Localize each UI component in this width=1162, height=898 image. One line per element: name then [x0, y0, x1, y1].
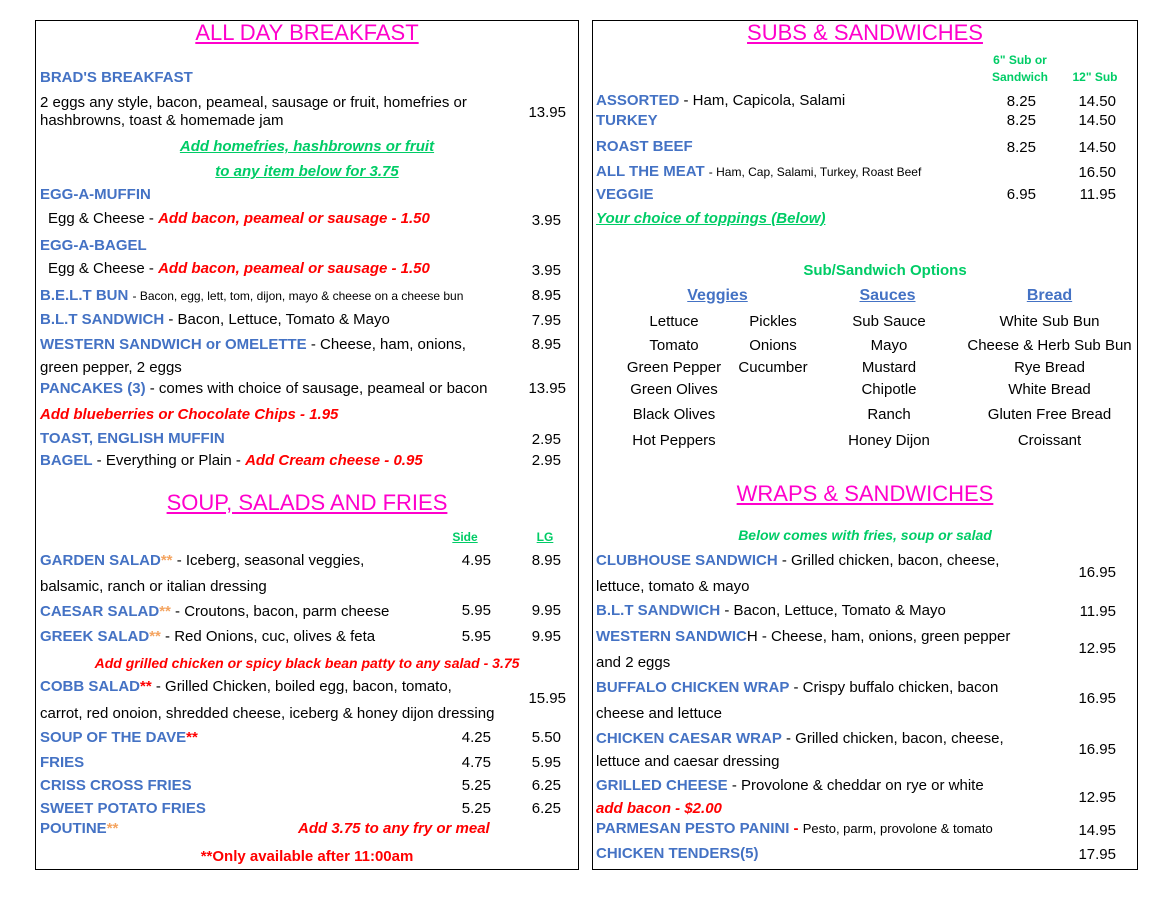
- greek-desc: - Red Onions, cuc, olives & feta: [165, 628, 376, 645]
- cobb-desc-2: carrot, red onoion, shredded cheese, iceberg & honey dijon dressing: [40, 705, 495, 722]
- sauce-option: Mustard: [861, 359, 917, 376]
- poutine-name: POUTINE: [40, 820, 107, 837]
- assorted-12-price: 14.50: [1078, 93, 1116, 110]
- sauce-option: Mayo: [870, 337, 908, 354]
- toast-price: 2.95: [531, 431, 561, 448]
- greek-line: [40, 628, 375, 646]
- chicken-caesar-line: [596, 730, 1004, 748]
- bread-option: White Bread: [1008, 381, 1091, 398]
- criss-lg-price: 6.25: [531, 777, 561, 794]
- wrap-western-name: WESTERN SANDWIC: [596, 628, 747, 645]
- all-the-meat-12-price: 16.50: [1078, 164, 1116, 181]
- egg-bagel-name: EGG-A-BAGEL: [40, 237, 147, 254]
- sauce-option: Chipotle: [861, 381, 917, 398]
- brads-breakfast-name: BRAD'S BREAKFAST: [40, 69, 193, 86]
- veggie-option: Green Olives: [630, 381, 718, 398]
- sauce-option: Ranch: [867, 406, 911, 423]
- cobb-desc-1: - Grilled Chicken, boiled egg, bacon, tomato,: [155, 678, 452, 695]
- chicken-caesar-price: 16.95: [1078, 741, 1116, 758]
- garden-stars: **: [160, 552, 173, 569]
- sweet-side-price: 5.25: [461, 800, 491, 817]
- wraps-title: WRAPS & SANDWICHES: [736, 481, 994, 506]
- criss-side-price: 5.25: [461, 777, 491, 794]
- toast-name: TOAST, ENGLISH MUFFIN: [40, 430, 225, 447]
- bagel-name: BAGEL: [40, 452, 93, 469]
- garden-name: GARDEN SALAD: [40, 552, 161, 569]
- criss-name: CRISS CROSS FRIES: [40, 777, 192, 794]
- egg-muffin-price: 3.95: [531, 212, 561, 229]
- caesar-line: [40, 603, 389, 621]
- western-line: [40, 336, 466, 354]
- buffalo-price: 16.95: [1078, 690, 1116, 707]
- cobb-line: [40, 678, 452, 696]
- bagel-desc: - Everything or Plain -: [96, 452, 241, 469]
- caesar-stars: **: [159, 603, 171, 620]
- wrap-western-desc-2: and 2 eggs: [596, 654, 671, 671]
- availability-note: **Only available after 11:00am: [200, 848, 414, 865]
- buffalo-desc-2: cheese and lettuce: [596, 705, 722, 722]
- subs-title: SUBS & SANDWICHES: [747, 20, 983, 45]
- egg-bagel-addon: Add bacon, peameal or sausage - 1.50: [158, 260, 430, 277]
- clubhouse-line: [596, 552, 999, 570]
- blt-desc: - Bacon, Lettuce, Tomato & Mayo: [168, 311, 390, 328]
- egg-bagel-price: 3.95: [531, 262, 561, 279]
- sweet-lg-price: 6.25: [531, 800, 561, 817]
- bagel-price: 2.95: [531, 452, 561, 469]
- blt-name: B.L.T SANDWICH: [40, 311, 165, 328]
- poutine-stars: **: [106, 820, 119, 837]
- soup-name: SOUP OF THE DAVE: [40, 729, 187, 746]
- clubhouse-name: CLUBHOUSE SANDWICH: [596, 552, 778, 569]
- panini-name: PARMESAN PESTO PANINI: [596, 820, 790, 837]
- bagel-addon: Add Cream cheese - 0.95: [245, 452, 423, 469]
- panini-price: 14.95: [1078, 822, 1116, 839]
- caesar-side-price: 5.95: [461, 602, 491, 619]
- veggie-option: Hot Peppers: [632, 432, 716, 449]
- panini-desc: Pesto, parm, provolone & tomato: [802, 821, 993, 836]
- cobb-stars: **: [140, 678, 152, 695]
- western-desc-2: green pepper, 2 eggs: [40, 359, 182, 376]
- veggie-option: Black Olives: [632, 406, 716, 423]
- egg-muffin-desc: Egg & Cheese -: [48, 210, 154, 227]
- bread-option: Rye Bread: [1014, 359, 1085, 376]
- sweet-name: SWEET POTATO FRIES: [40, 800, 206, 817]
- turkey-12-price: 14.50: [1078, 112, 1116, 129]
- greek-side-price: 5.95: [461, 628, 491, 645]
- garden-desc-2: balsamic, ranch or italian dressing: [40, 578, 267, 595]
- clubhouse-price: 16.95: [1078, 564, 1116, 581]
- col-side-header: Side: [452, 530, 478, 544]
- soup-stars: **: [186, 729, 198, 746]
- pancakes-desc: - comes with choice of sausage, peameal or bacon: [149, 380, 488, 397]
- roast-beef-name: ROAST BEEF: [596, 138, 693, 155]
- egg-muffin-line: [48, 210, 430, 228]
- veggie-option: Tomato: [649, 337, 699, 354]
- buffalo-name: BUFFALO CHICKEN WRAP: [596, 679, 790, 696]
- toppings-choice: Your choice of toppings (Below): [596, 210, 826, 227]
- chicken-caesar-desc-1: - Grilled chicken, bacon, cheese,: [786, 730, 1004, 747]
- assorted-line: [596, 92, 845, 110]
- wraps-subtitle: Below comes with fries, soup or salad: [738, 527, 992, 543]
- garden-side-price: 4.95: [461, 552, 491, 569]
- grilled-cheese-addon: add bacon - $2.00: [596, 800, 722, 817]
- soup-title: SOUP, SALADS AND FRIES: [166, 490, 448, 515]
- grilled-cheese-line: [596, 777, 984, 795]
- turkey-6-price: 8.25: [1006, 112, 1036, 129]
- add-sides-line-2: to any item below for 3.75: [215, 163, 399, 180]
- breakfast-title: ALL DAY BREAKFAST: [195, 20, 419, 45]
- col-lg-header: LG: [536, 530, 554, 544]
- buffalo-line: [596, 679, 998, 697]
- tenders-name: CHICKEN TENDERS(5): [596, 845, 759, 862]
- sauces-header: Sauces: [859, 287, 916, 304]
- fries-lg-price: 5.95: [531, 754, 561, 771]
- greek-lg-price: 9.95: [531, 628, 561, 645]
- clubhouse-desc-1: - Grilled chicken, bacon, cheese,: [781, 552, 1000, 569]
- veggie-option: Onions: [749, 337, 797, 354]
- brads-breakfast-desc-1: 2 eggs any style, bacon, peameal, sausage or fruit, homefries or: [40, 94, 467, 111]
- veggie-name: VEGGIE: [596, 186, 654, 203]
- egg-bagel-line: [48, 260, 430, 278]
- soup-line: [40, 729, 198, 747]
- veggie-6-price: 6.95: [1006, 186, 1036, 203]
- poutine-addon: Add 3.75 to any fry or meal: [298, 820, 490, 837]
- chicken-caesar-desc-2: lettuce and caesar dressing: [596, 753, 780, 770]
- western-price: 8.95: [531, 336, 561, 353]
- wrap-blt-name: B.L.T SANDWICH: [596, 602, 721, 619]
- belt-bun-desc: - Bacon, egg, lett, tom, dijon, mayo & cheese on a cheese bun: [132, 289, 464, 303]
- wrap-blt-line: [596, 602, 946, 620]
- pancakes-name: PANCAKES (3): [40, 380, 146, 397]
- greek-stars: **: [149, 628, 161, 645]
- veggie-option: Lettuce: [649, 313, 699, 330]
- panini-line: [596, 820, 993, 838]
- wrap-western-desc-1: H - Cheese, ham, onions, green pepper: [746, 628, 1011, 645]
- pancakes-line: [40, 380, 487, 398]
- wrap-blt-desc: - Bacon, Lettuce, Tomato & Mayo: [724, 602, 946, 619]
- belt-bun-line: [40, 287, 463, 305]
- egg-bagel-desc: Egg & Cheese -: [48, 260, 154, 277]
- brads-breakfast-price: 13.95: [528, 104, 566, 121]
- western-name: WESTERN SANDWICH or OMELETTE: [40, 336, 307, 353]
- col-12-header: 12" Sub: [1072, 70, 1118, 84]
- col-6-header-2: Sandwich: [991, 70, 1048, 84]
- salad-addon: Add grilled chicken or spicy black bean patty to any salad - 3.75: [94, 655, 520, 671]
- wrap-blt-price: 11.95: [1079, 603, 1116, 620]
- roast-beef-6-price: 8.25: [1006, 139, 1036, 156]
- options-title: Sub/Sandwich Options: [803, 262, 967, 279]
- blt-line: [40, 311, 390, 329]
- belt-bun-name: B.E.L.T BUN: [40, 287, 129, 304]
- sauce-option: Honey Dijon: [848, 432, 930, 449]
- bread-option: White Sub Bun: [999, 313, 1100, 330]
- veggie-option: Cucumber: [738, 359, 808, 376]
- bread-option: Gluten Free Bread: [987, 406, 1112, 423]
- soup-lg-price: 5.50: [531, 729, 561, 746]
- garden-line: [40, 552, 364, 570]
- poutine-line: [40, 820, 118, 838]
- assorted-name: ASSORTED: [596, 92, 680, 109]
- chicken-caesar-name: CHICKEN CAESAR WRAP: [596, 730, 782, 747]
- buffalo-desc-1: - Crispy buffalo chicken, bacon: [793, 679, 999, 696]
- brads-breakfast-desc-2: hashbrowns, toast & homemade jam: [40, 112, 284, 129]
- pancakes-price: 13.95: [528, 380, 566, 397]
- grilled-cheese-price: 12.95: [1078, 789, 1116, 806]
- bagel-line: [40, 452, 423, 470]
- grilled-cheese-desc: - Provolone & cheddar on rye or white: [731, 777, 984, 794]
- grilled-cheese-name: GRILLED CHEESE: [596, 777, 728, 794]
- veggies-header: Veggies: [687, 287, 748, 304]
- assorted-6-price: 8.25: [1006, 93, 1036, 110]
- bread-header: Bread: [1026, 287, 1073, 304]
- fries-side-price: 4.75: [461, 754, 491, 771]
- bread-option: Croissant: [1017, 432, 1082, 449]
- all-the-meat-desc: - Ham, Cap, Salami, Turkey, Roast Beef: [708, 165, 922, 179]
- garden-desc-1: - Iceberg, seasonal veggies,: [176, 552, 365, 569]
- panini-dash: -: [793, 820, 799, 837]
- cobb-name: COBB SALAD: [40, 678, 140, 695]
- western-desc-1: - Cheese, ham, onions,: [310, 336, 466, 353]
- egg-muffin-name: EGG-A-MUFFIN: [40, 186, 151, 203]
- clubhouse-desc-2: lettuce, tomato & mayo: [596, 578, 750, 595]
- turkey-name: TURKEY: [596, 112, 658, 129]
- soup-side-price: 4.25: [461, 729, 491, 746]
- caesar-name: CAESAR SALAD: [40, 603, 160, 620]
- caesar-lg-price: 9.95: [531, 602, 561, 619]
- cobb-price: 15.95: [528, 690, 566, 707]
- egg-muffin-addon: Add bacon, peameal or sausage - 1.50: [158, 210, 430, 227]
- blt-price: 7.95: [531, 312, 561, 329]
- caesar-desc: - Croutons, bacon, parm cheese: [175, 603, 390, 620]
- garden-lg-price: 8.95: [531, 552, 561, 569]
- bread-option: Cheese & Herb Sub Bun: [967, 337, 1132, 354]
- greek-name: GREEK SALAD: [40, 628, 150, 645]
- sauce-option: Sub Sauce: [852, 313, 926, 330]
- veggie-option: Pickles: [749, 313, 797, 330]
- add-sides-line-1: Add homefries, hashbrowns or fruit: [179, 138, 435, 155]
- all-the-meat-name: ALL THE MEAT: [596, 163, 705, 180]
- assorted-desc: - Ham, Capicola, Salami: [683, 92, 846, 109]
- veggie-option: Green Pepper: [626, 359, 722, 376]
- veggie-12-price: 11.95: [1079, 186, 1116, 203]
- belt-bun-price: 8.95: [531, 287, 561, 304]
- fries-name: FRIES: [40, 754, 85, 771]
- col-6-header-1: 6" Sub or: [993, 53, 1047, 67]
- all-the-meat-line: [596, 163, 921, 181]
- wrap-western-price: 12.95: [1078, 640, 1116, 657]
- tenders-price: 17.95: [1078, 846, 1116, 863]
- wrap-western-line: [596, 628, 1010, 646]
- pancakes-addon: Add blueberries or Chocolate Chips - 1.95: [40, 406, 339, 423]
- roast-beef-12-price: 14.50: [1078, 139, 1116, 156]
